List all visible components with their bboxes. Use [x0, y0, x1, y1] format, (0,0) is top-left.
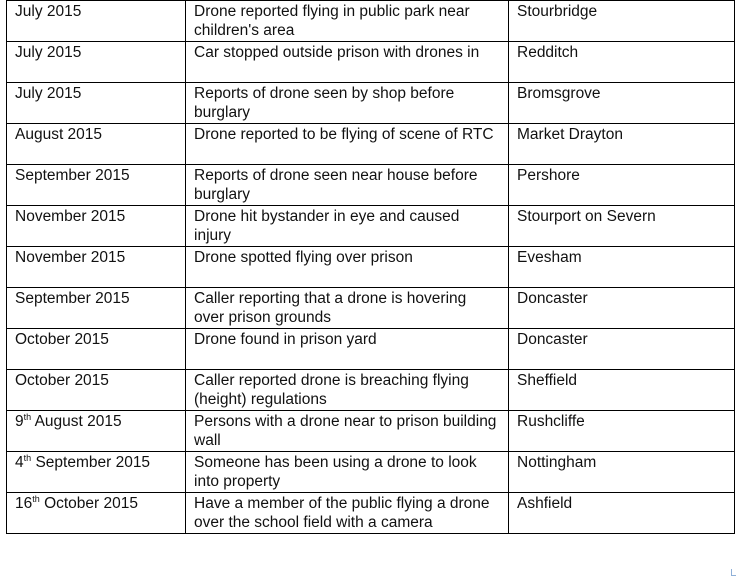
table-row — [7, 1, 735, 42]
description-cell: Drone found in prison yard — [186, 329, 509, 370]
description-cell: Drone reported to be flying of scene of RTC — [186, 124, 509, 165]
table-row — [7, 288, 735, 329]
description-cell: Reports of drone seen by shop before burglary — [186, 83, 509, 124]
table-row — [7, 42, 735, 83]
date-cell — [7, 493, 186, 534]
location-cell: Stourbridge — [509, 1, 735, 42]
location-cell: Evesham — [509, 247, 735, 288]
description-cell: Drone spotted flying over prison — [186, 247, 509, 288]
table-row — [7, 411, 735, 452]
date-ordinal-suffix: th — [23, 411, 32, 422]
location-cell: Doncaster — [509, 329, 735, 370]
table-row — [7, 206, 735, 247]
description-cell: Someone has been using a drone to look into property — [186, 452, 509, 493]
location-cell: Market Drayton — [509, 124, 735, 165]
description-cell: Drone hit bystander in eye and caused injury — [186, 206, 509, 247]
location-cell: Doncaster — [509, 288, 735, 329]
date-cell: July 2015 — [7, 42, 186, 83]
table-row — [7, 452, 735, 493]
description-cell: Have a member of the public flying a drone over the school field with a camera — [186, 493, 509, 534]
table-row — [7, 124, 735, 165]
description-cell: Reports of drone seen near house before burglary — [186, 165, 509, 206]
table-row — [7, 165, 735, 206]
date-month-year: September 2015 — [31, 454, 151, 471]
table-row — [7, 83, 735, 124]
date-day: 4 — [15, 454, 24, 471]
location-cell: Stourport on Severn — [509, 206, 735, 247]
table-row — [7, 493, 735, 534]
date-month-year: October 2015 — [39, 495, 138, 512]
date-ordinal-suffix: th — [32, 493, 40, 504]
description-cell: Persons with a drone near to prison building wall — [186, 411, 509, 452]
location-cell: Sheffield — [509, 370, 735, 411]
date-cell: November 2015 — [7, 206, 186, 247]
date-cell: July 2015 — [7, 83, 186, 124]
description-cell: Caller reporting that a drone is hovering over prison grounds — [186, 288, 509, 329]
date-ordinal-suffix: th — [23, 452, 32, 463]
description-cell: Car stopped outside prison with drones in — [186, 42, 509, 83]
date-month-year: August 2015 — [31, 413, 122, 430]
date-day: 16 — [15, 495, 33, 512]
location-cell: Redditch — [509, 42, 735, 83]
date-cell: September 2015 — [7, 165, 186, 206]
location-cell: Pershore — [509, 165, 735, 206]
date-cell: November 2015 — [7, 247, 186, 288]
table-row — [7, 247, 735, 288]
drone-incidents-table — [6, 0, 735, 534]
date-cell: October 2015 — [7, 329, 186, 370]
date-cell: July 2015 — [7, 1, 186, 42]
date-cell: October 2015 — [7, 370, 186, 411]
date-cell: September 2015 — [7, 288, 186, 329]
description-cell: Caller reported drone is breaching flying (height) regulations — [186, 370, 509, 411]
location-cell: Nottingham — [509, 452, 735, 493]
date-cell — [7, 411, 186, 452]
description-cell: Drone reported flying in public park near children's area — [186, 1, 509, 42]
table-row — [7, 370, 735, 411]
date-cell — [7, 452, 186, 493]
corner-crop-mark — [731, 569, 736, 576]
location-cell: Bromsgrove — [509, 83, 735, 124]
table-row — [7, 329, 735, 370]
location-cell: Rushcliffe — [509, 411, 735, 452]
location-cell: Ashfield — [509, 493, 735, 534]
date-cell: August 2015 — [7, 124, 186, 165]
date-day: 9 — [15, 413, 24, 430]
